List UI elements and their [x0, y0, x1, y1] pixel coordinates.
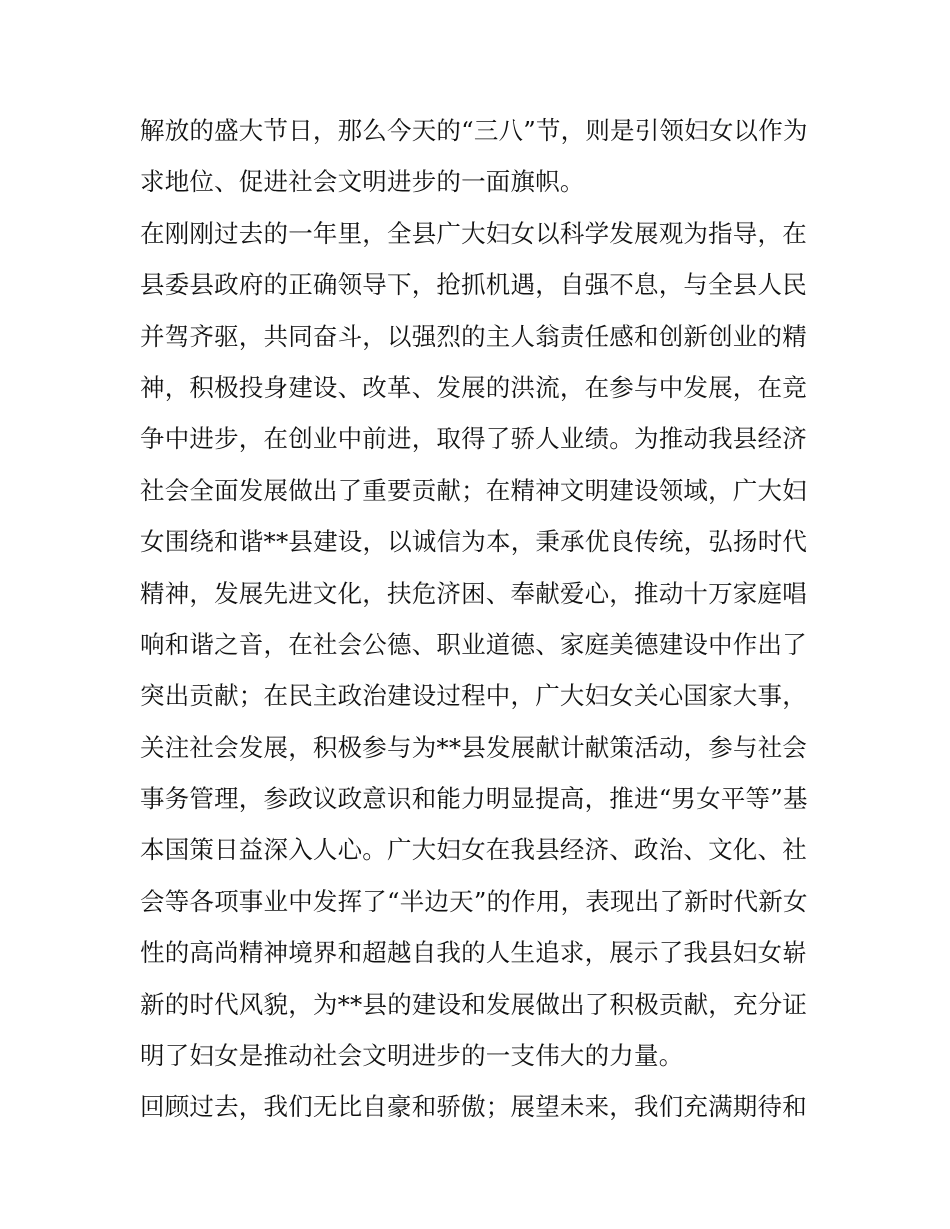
document-body	[140, 105, 820, 1133]
text-line: 本国策日益深入人心。广大妇女在我县经济、政治、文化、社	[140, 835, 807, 865]
text-line: 解放的盛大节日，那么今天的“三八”节，则是引领妇女以作为	[140, 116, 808, 145]
text-line: 响和谐之音，在社会公德、职业道德、家庭美德建设中作出了	[140, 629, 807, 659]
text-line: 争中进步，在创业中前进，取得了骄人业绩。为推动我县经济	[140, 424, 807, 454]
text-line: 社会全面发展做出了重要贡献；在精神文明建设领域，广大妇	[140, 475, 807, 505]
text-line: 新的时代风貌，为**县的建设和发展做出了积极贡献，充分证	[140, 989, 808, 1019]
text-line: 神，积极投身建设、改革、发展的洪流，在参与中发展，在竞	[140, 372, 807, 402]
text-line: 事务管理，参政议政意识和能力明显提高，推进“男女平等”基	[140, 784, 808, 814]
text-line: 精神，发展先进文化，扶危济困、奉献爱心，推动十万家庭唱	[140, 578, 807, 608]
text-line: 在刚刚过去的一年里，全县广大妇女以科学发展观为指导，在	[140, 218, 807, 248]
text-line: 关注社会发展，积极参与为**县发展献计献策活动，参与社会	[140, 732, 808, 762]
text-line: 县委县政府的正确领导下，抢抓机遇，自强不息，与全县人民	[140, 270, 807, 300]
text-line: 会等各项事业中发挥了“半边天”的作用，表现出了新时代新女	[140, 886, 808, 916]
text-line: 并驾齐驱，共同奋斗，以强烈的主人翁责任感和创新创业的精	[140, 321, 807, 351]
text-line: 女围绕和谐**县建设，以诚信为本，秉承优良传统，弘扬时代	[140, 527, 808, 557]
text-line: 明了妇女是推动社会文明进步的一支伟大的力量。	[140, 1041, 684, 1071]
text-line: 求地位、促进社会文明进步的一面旗帜。	[140, 167, 585, 197]
text-line: 回顾过去，我们无比自豪和骄傲；展望未来，我们充满期待和	[140, 1092, 807, 1122]
text-line: 性的高尚精神境界和超越自我的人生追求，展示了我县妇女崭	[140, 938, 807, 968]
text-line: 突出贡献；在民主政治建设过程中，广大妇女关心国家大事，	[140, 681, 807, 711]
